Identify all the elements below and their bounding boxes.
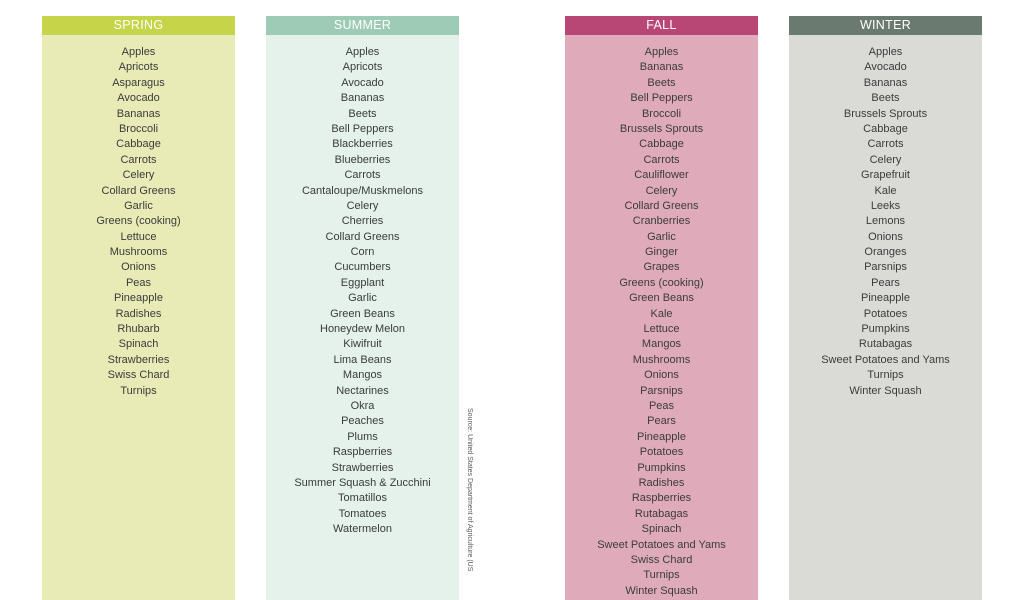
- produce-item: Lettuce: [120, 230, 157, 243]
- summer-list-panel: [266, 35, 459, 600]
- winter-header: WINTER: [789, 16, 982, 35]
- produce-item: Grapefruit: [861, 169, 910, 182]
- produce-item: Spinach: [118, 338, 159, 351]
- produce-item: Avocado: [117, 92, 160, 105]
- summer-column: [266, 16, 459, 600]
- produce-item: Blackberries: [332, 138, 393, 151]
- produce-item: Brussels Sprouts: [619, 122, 704, 135]
- produce-item: Lemons: [865, 215, 906, 228]
- produce-item: Apples: [121, 46, 156, 58]
- produce-item: Apples: [345, 46, 380, 58]
- summer-header: SUMMER: [266, 16, 459, 35]
- produce-item: Cranberries: [632, 215, 691, 228]
- produce-item: Summer Squash & Zucchini: [294, 476, 431, 489]
- produce-item: Lima Beans: [333, 353, 392, 366]
- produce-item: Rutabagas: [634, 507, 689, 520]
- produce-item: Bananas: [863, 76, 908, 89]
- produce-item: Onions: [868, 230, 903, 243]
- produce-item: Collard Greens: [624, 199, 699, 212]
- produce-item: Cabbage: [639, 138, 684, 151]
- produce-item: Strawberries: [331, 461, 394, 474]
- produce-item: Peas: [125, 276, 152, 289]
- produce-item: Cherries: [341, 215, 384, 228]
- produce-item: Celery: [869, 153, 902, 166]
- produce-item: Carrots: [344, 169, 381, 182]
- spring-header: SPRING: [42, 16, 235, 35]
- produce-item: Plums: [347, 430, 378, 443]
- produce-item: Radishes: [638, 476, 685, 489]
- produce-item: Mangos: [342, 369, 383, 382]
- produce-item: Raspberries: [332, 446, 393, 459]
- produce-item: Parsnips: [640, 384, 683, 397]
- produce-item: Green Beans: [330, 307, 395, 320]
- produce-item: Pineapple: [861, 292, 910, 305]
- produce-item: Mushrooms: [109, 246, 168, 259]
- produce-item: Apples: [868, 46, 903, 58]
- produce-item: Oranges: [864, 246, 907, 259]
- produce-item: Spinach: [641, 523, 682, 536]
- produce-item: Peaches: [341, 415, 384, 428]
- spring-list-panel: [42, 35, 235, 600]
- produce-item: Apricots: [342, 61, 383, 74]
- produce-item: Bell Peppers: [331, 122, 394, 135]
- produce-item: Sweet Potatoes and Yams: [821, 353, 950, 366]
- produce-item: Beets: [348, 107, 377, 120]
- produce-item: Cucumbers: [334, 261, 391, 274]
- produce-item: Cantaloupe/Muskmelons: [301, 184, 424, 197]
- produce-item: Mushrooms: [632, 353, 691, 366]
- produce-item: Okra: [350, 399, 375, 412]
- produce-item: Rutabagas: [858, 338, 913, 351]
- produce-item: Watermelon: [333, 523, 392, 536]
- produce-item: Bananas: [340, 92, 385, 105]
- produce-item: Winter Squash: [625, 584, 698, 597]
- produce-item: Parsnips: [864, 261, 907, 274]
- produce-item: Turnips: [867, 369, 904, 382]
- produce-item: Nectarines: [336, 384, 389, 397]
- produce-item: Sweet Potatoes and Yams: [597, 538, 726, 551]
- produce-item: Potatoes: [863, 307, 908, 320]
- produce-item: Rhubarb: [117, 323, 160, 336]
- spring-produce-list: [42, 45, 235, 399]
- produce-item: Celery: [645, 184, 678, 197]
- produce-item: Brussels Sprouts: [843, 107, 928, 120]
- produce-item: Mangos: [641, 338, 682, 351]
- produce-item: Pears: [871, 276, 900, 289]
- fall-header: FALL: [565, 16, 758, 35]
- produce-item: Pears: [647, 415, 676, 428]
- produce-item: Lettuce: [643, 323, 680, 336]
- produce-item: Kale: [874, 184, 897, 197]
- winter-column: [789, 16, 982, 600]
- produce-item: Garlic: [647, 230, 676, 243]
- produce-item: Leeks: [870, 199, 901, 212]
- produce-item: Garlic: [348, 292, 377, 305]
- produce-item: Raspberries: [631, 492, 692, 505]
- produce-item: Pumpkins: [637, 461, 686, 474]
- produce-item: Beets: [871, 92, 900, 105]
- produce-item: Carrots: [867, 138, 904, 151]
- produce-item: Honeydew Melon: [320, 323, 405, 336]
- produce-item: Garlic: [124, 199, 153, 212]
- produce-item: Greens (cooking): [619, 276, 704, 289]
- produce-item: Pineapple: [637, 430, 686, 443]
- produce-item: Avocado: [864, 61, 907, 74]
- produce-item: Turnips: [643, 569, 680, 582]
- source-note: Source: United States Department of Agriculture (US: [466, 408, 473, 572]
- summer-produce-list: [266, 45, 459, 538]
- produce-item: Apples: [644, 46, 679, 58]
- produce-item: Cabbage: [116, 138, 161, 151]
- winter-list-panel: [789, 35, 982, 600]
- produce-item: Eggplant: [340, 276, 385, 289]
- produce-item: Ginger: [644, 246, 679, 259]
- produce-item: Swiss Chard: [107, 369, 170, 382]
- produce-item: Cabbage: [863, 122, 908, 135]
- produce-item: Tomatillos: [338, 492, 387, 505]
- produce-item: Peas: [648, 399, 675, 412]
- produce-item: Bananas: [116, 107, 161, 120]
- produce-item: Radishes: [115, 307, 162, 320]
- produce-item: Tomatoes: [338, 507, 387, 520]
- produce-item: Broccoli: [118, 122, 159, 135]
- produce-item: Corn: [350, 246, 375, 259]
- produce-item: Broccoli: [641, 107, 682, 120]
- produce-item: Bell Peppers: [630, 92, 693, 105]
- produce-item: Apricots: [118, 61, 159, 74]
- produce-item: Blueberries: [334, 153, 391, 166]
- produce-item: Carrots: [120, 153, 157, 166]
- produce-item: Carrots: [643, 153, 680, 166]
- produce-item: Strawberries: [107, 353, 170, 366]
- produce-item: Collard Greens: [325, 230, 400, 243]
- produce-item: Beets: [647, 76, 676, 89]
- produce-item: Grapes: [643, 261, 680, 274]
- produce-item: Celery: [346, 199, 379, 212]
- produce-item: Bananas: [639, 61, 684, 74]
- winter-produce-list: [789, 45, 982, 399]
- produce-item: Greens (cooking): [96, 215, 181, 228]
- produce-item: Avocado: [341, 76, 384, 89]
- spring-column: [42, 16, 235, 600]
- produce-item: Kale: [650, 307, 673, 320]
- produce-item: Green Beans: [629, 292, 694, 305]
- produce-item: Swiss Chard: [630, 553, 693, 566]
- produce-item: Cauliflower: [634, 169, 689, 182]
- produce-item: Winter Squash: [849, 384, 922, 397]
- produce-item: Kiwifruit: [343, 338, 382, 351]
- produce-item: Asparagus: [112, 76, 165, 89]
- fall-produce-list: [565, 45, 758, 599]
- produce-item: Pumpkins: [861, 323, 910, 336]
- produce-item: Onions: [644, 369, 679, 382]
- fall-column: [565, 16, 758, 600]
- produce-item: Potatoes: [639, 446, 684, 459]
- produce-item: Turnips: [120, 384, 157, 397]
- produce-item: Collard Greens: [101, 184, 176, 197]
- produce-item: Pineapple: [114, 292, 163, 305]
- fall-list-panel: [565, 35, 758, 600]
- produce-item: Celery: [122, 169, 155, 182]
- produce-item: Onions: [121, 261, 156, 274]
